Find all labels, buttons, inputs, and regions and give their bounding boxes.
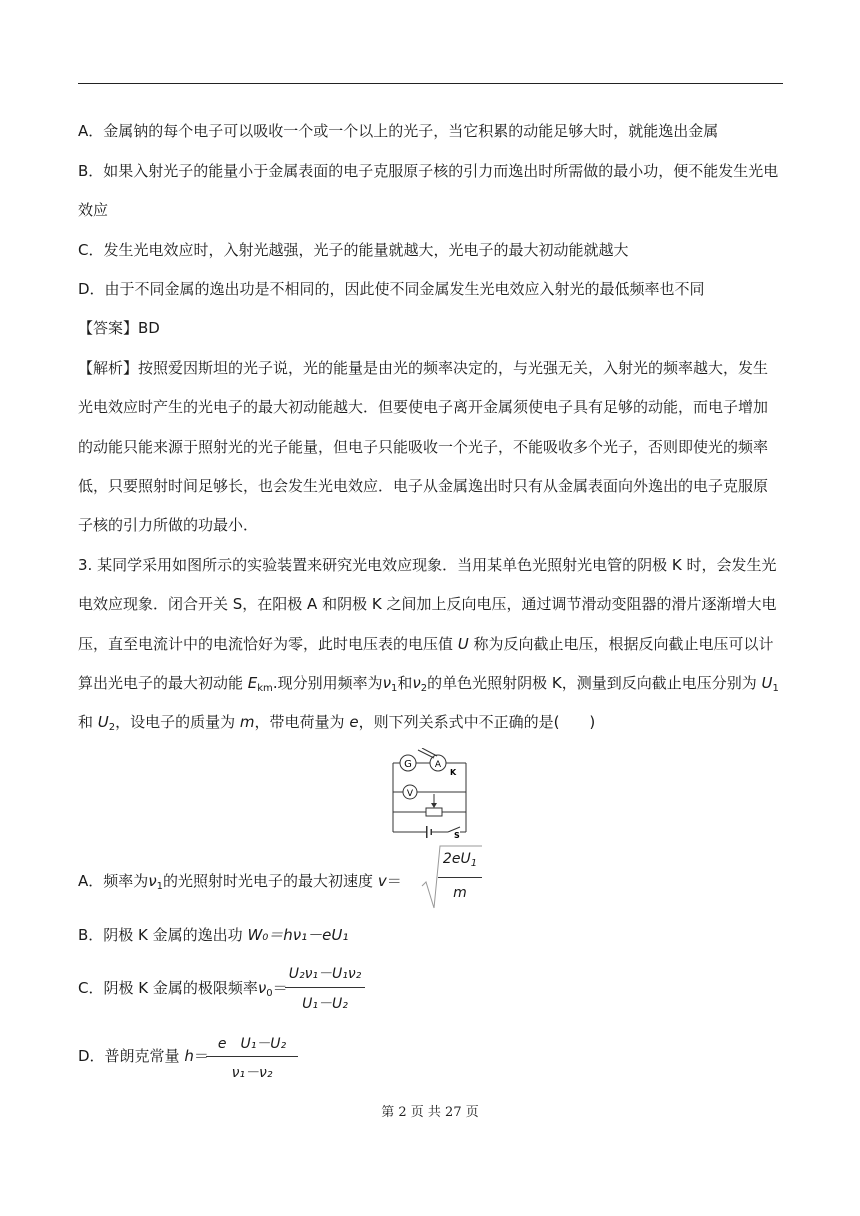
option-c-denominator: U₁－U₂ <box>302 996 348 1012</box>
option-a-denominator: m <box>453 885 467 901</box>
q2-analysis-line: 光电效应时产生的光电子的最大初动能越大．但要使电子离开金属须使电子具有足够的动能，而电子增加 <box>78 398 769 416</box>
q3-stem-line1: 3. 某同学采用如图所示的实验装置来研究光电效应现象．当用某单色光照射光电管的阴极 K 时，会发生光 <box>78 556 777 574</box>
label-v: V <box>406 789 414 799</box>
circuit-diagram <box>378 748 474 838</box>
q2-analysis-line: 的动能只能来源于照射光的光子能量，但电子只能吸收一个光子，不能吸收多个光子，否则即使光的频率 <box>78 438 769 456</box>
fraction-bar <box>285 987 365 988</box>
q2-analysis-line: 低，只要照射时间足够长，也会发生光电效应．电子从金属逸出时只有从金属表面向外逸出的电子克服原 <box>78 477 769 495</box>
q2-answer: 【答案】BD <box>78 319 160 337</box>
option-d-numerator: e U₁－U₂ <box>217 1036 287 1052</box>
option-c-numerator: U₂ν₁－U₁ν₂ <box>288 966 362 982</box>
q3-option-b: B．阴极 K 金属的逸出功 W₀＝hν₁－eU₁ <box>78 926 349 944</box>
q3-stem-line3: 压，直至电流计中的电流恰好为零，此时电压表的电压值 U 称为反向截止电压，根据反向截止电压可以计 <box>78 635 774 653</box>
q3-option-a: A．频率为$\nu_1$的光照射时光电子的最大初速度 v＝ <box>78 872 402 892</box>
q3-option-d: D．普朗克常量 h＝ <box>78 1047 209 1065</box>
option-d-fraction <box>206 1033 298 1083</box>
option-a-fraction <box>438 851 482 907</box>
q2-analysis-line: 子核的引力所做的功最小． <box>78 516 259 534</box>
label-s: S <box>454 831 460 838</box>
option-a-numerator: $2eU_1$ <box>442 851 478 869</box>
q3-stem-line2: 电效应现象．闭合开关 S，在阳极 A 和阴极 K 之间加上反向电压，通过调节滑动变阻器的滑片逐渐增大电 <box>78 595 777 613</box>
q3-stem-line5: 和 $U_2$，设电子的质量为 m，带电荷量为 e，则下列关系式中不正确的是( ) <box>78 713 596 733</box>
q2-option-d: D．由于不同金属的逸出功是不相同的，因此使不同金属发生光电效应入射光的最低频率也不同 <box>78 280 705 298</box>
label-k: K <box>450 768 457 777</box>
q2-option-a: A．金属钠的每个电子可以吸收一个或一个以上的光子，当它积累的动能足够大时，就能逸出金属 <box>78 122 719 140</box>
header-rule <box>78 83 783 84</box>
q3-stem-line4: 算出光电子的最大初动能 $E_{km}$.现分别用频率为$\nu_1$和$\nu_2$的单色光照射阴极 K，测量到反向截止电压分别为 $U_1$ <box>78 674 779 694</box>
fraction-bar <box>206 1056 298 1057</box>
label-a: A <box>434 760 442 770</box>
label-g: G <box>404 759 412 770</box>
q2-option-b-line2: 效应 <box>78 201 109 219</box>
q3-option-c: C．阴极 K 金属的极限频率$\nu_0=$ <box>78 979 288 999</box>
q2-analysis-line: 【解析】按照爱因斯坦的光子说，光的能量是由光的频率决定的，与光强无关，入射光的频率越大，发生 <box>78 359 769 377</box>
fraction-bar <box>438 877 482 878</box>
option-c-fraction <box>285 963 365 1015</box>
q2-option-c: C．发生光电效应时，入射光越强，光子的能量就越大，光电子的最大初动能就越大 <box>78 241 629 259</box>
page-footer: 第 2 页 共 27 页 <box>381 1105 479 1120</box>
q2-option-b-line1: B．如果入射光子的能量小于金属表面的电子克服原子核的引力而逸出时所需做的最小功，便不能发生光电 <box>78 162 779 180</box>
option-d-denominator: ν₁－ν₂ <box>231 1065 273 1081</box>
